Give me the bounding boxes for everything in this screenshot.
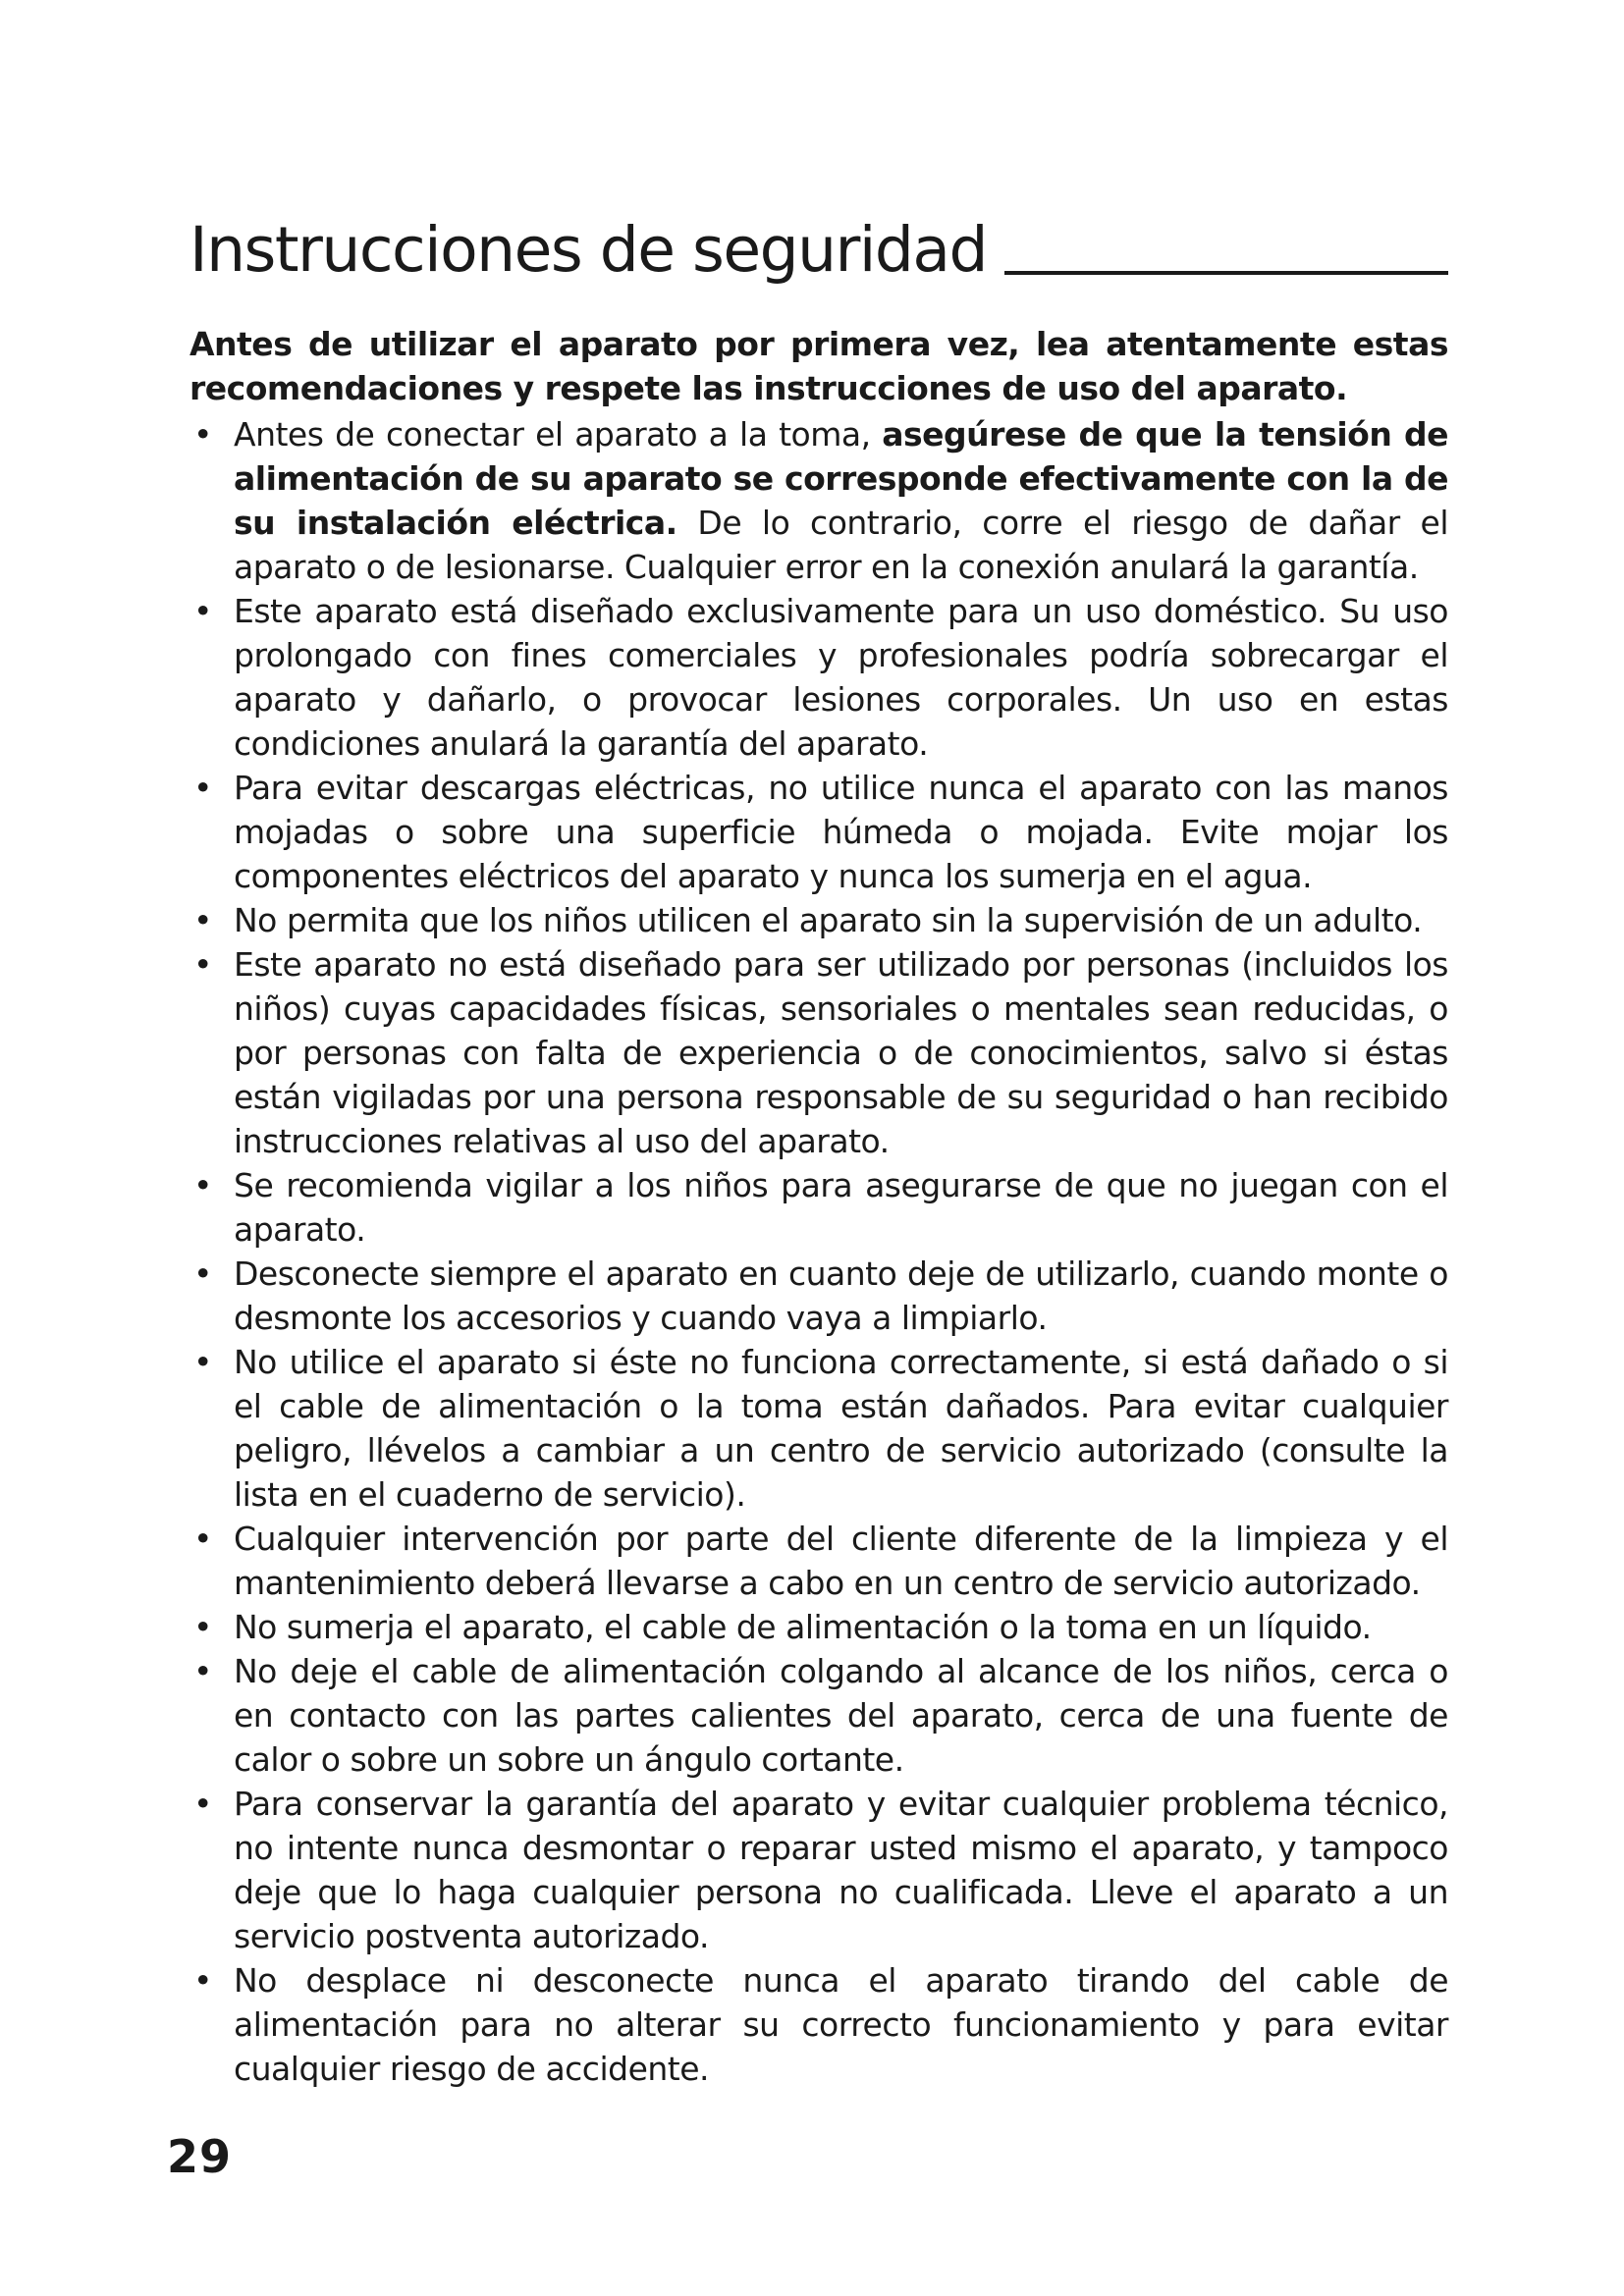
safety-instructions (189, 322, 1448, 2091)
item-text-emphasis: asegúrese de que la tensión de alimentación de su aparato se corresponde efectivamente con la de su instalación eléctrica. (234, 415, 1448, 542)
item-text-lead: Antes de conectar el aparato a la toma, (234, 415, 883, 454)
bullet-icon: • (193, 1166, 212, 1204)
list-item (189, 766, 1448, 898)
bullet-icon: • (193, 1343, 212, 1381)
list-item (189, 1340, 1448, 1517)
item-text-tail: De lo contrario, corre el riesgo de dañar el aparato o de lesionarse. Cualquier error en la conexión anulará la garantía. (234, 504, 1448, 586)
bullet-icon: • (193, 901, 212, 939)
list-item (189, 589, 1448, 766)
title-underline (1004, 271, 1448, 275)
bullet-icon: • (193, 1520, 212, 1558)
item-text: Este aparato está diseñado exclusivamente para un uso doméstico. Su uso prolongado con fines comerciales y profesionales podría sobrecargar el aparato y dañarlo, o provocar lesiones corporales. Un uso en estas condiciones anulará la garantía del aparato. (234, 592, 1448, 763)
item-text: Para evitar descargas eléctricas, no utilice nunca el aparato con las manos mojadas o sobre una superficie húmeda o mojada. Evite mojar los componentes eléctricos del aparato y nunca los sumerja en el agua. (234, 769, 1448, 895)
item-text: Este aparato no está diseñado para ser utilizado por personas (incluidos los niños) cuyas capacidades físicas, sensoriales o mentales sean reducidas, o por personas con falta de experiencia o de conocimientos, salvo si éstas están vigiladas por una persona responsable de su seguridad o han recibido instrucciones relativas al uso del aparato. (234, 945, 1448, 1160)
item-text: Desconecte siempre el aparato en cuanto deje de utilizarlo, cuando monte o desmonte los accesorios y cuando vaya a limpiarlo. (234, 1255, 1448, 1337)
list-item (189, 942, 1448, 1163)
item-text: No utilice el aparato si éste no funciona correctamente, si está dañado o si el cable de alimentación o la toma están dañados. Para evitar cualquier peligro, llévelos a cambiar a un centro de servicio autorizado (consulte la lista en el cuaderno de servicio). (234, 1343, 1448, 1514)
list-item (189, 412, 1448, 589)
item-text: Cualquier intervención por parte del cliente diferente de la limpieza y el mantenimiento deberá llevarse a cabo en un centro de servicio autorizado. (234, 1520, 1448, 1602)
bullet-icon: • (193, 1961, 212, 2000)
list-item (189, 1252, 1448, 1340)
list-item (189, 1163, 1448, 1252)
list-item (189, 1517, 1448, 1605)
list-item (189, 1958, 1448, 2091)
bullet-icon: • (193, 1608, 212, 1646)
item-text: No permita que los niños utilicen el aparato sin la supervisión de un adulto. (234, 901, 1423, 939)
bullet-list (189, 412, 1448, 2091)
list-item (189, 898, 1448, 942)
item-text: No deje el cable de alimentación colgando al alcance de los niños, cerca o en contacto con las partes calientes del aparato, cerca de una fuente de calor o sobre un sobre un ángulo cortante. (234, 1652, 1448, 1779)
bullet-icon: • (193, 945, 212, 984)
bullet-icon: • (193, 769, 212, 807)
item-text: Se recomienda vigilar a los niños para asegurarse de que no juegan con el aparato. (234, 1166, 1448, 1249)
list-item (189, 1782, 1448, 1958)
page-number: 29 (167, 2130, 233, 2183)
title-row (189, 192, 1448, 286)
bullet-icon: • (193, 592, 212, 630)
item-text: No desplace ni desconecte nunca el aparato tirando del cable de alimentación para no alterar su correcto funcionamiento y para evitar cualquier riesgo de accidente. (234, 1961, 1448, 2088)
item-text: No sumerja el aparato, el cable de alimentación o la toma en un líquido. (234, 1608, 1372, 1646)
bullet-icon: • (193, 1255, 212, 1293)
bullet-icon: • (193, 415, 212, 454)
item-text: Para conservar la garantía del aparato y evitar cualquier problema técnico, no intente nunca desmontar o reparar usted mismo el aparato, y tampoco deje que lo haga cualquier persona no cualificada. Lleve el aparato a un servicio postventa autorizado. (234, 1785, 1448, 1955)
intro-paragraph: Antes de utilizar el aparato por primera vez, lea atentamente estas recomendaciones y respete las instrucciones de uso del aparato. (189, 325, 1448, 407)
bullet-icon: • (193, 1652, 212, 1690)
list-item (189, 1605, 1448, 1649)
page-title: Instrucciones de seguridad (189, 214, 987, 286)
list-item (189, 1649, 1448, 1782)
bullet-icon: • (193, 1785, 212, 1823)
